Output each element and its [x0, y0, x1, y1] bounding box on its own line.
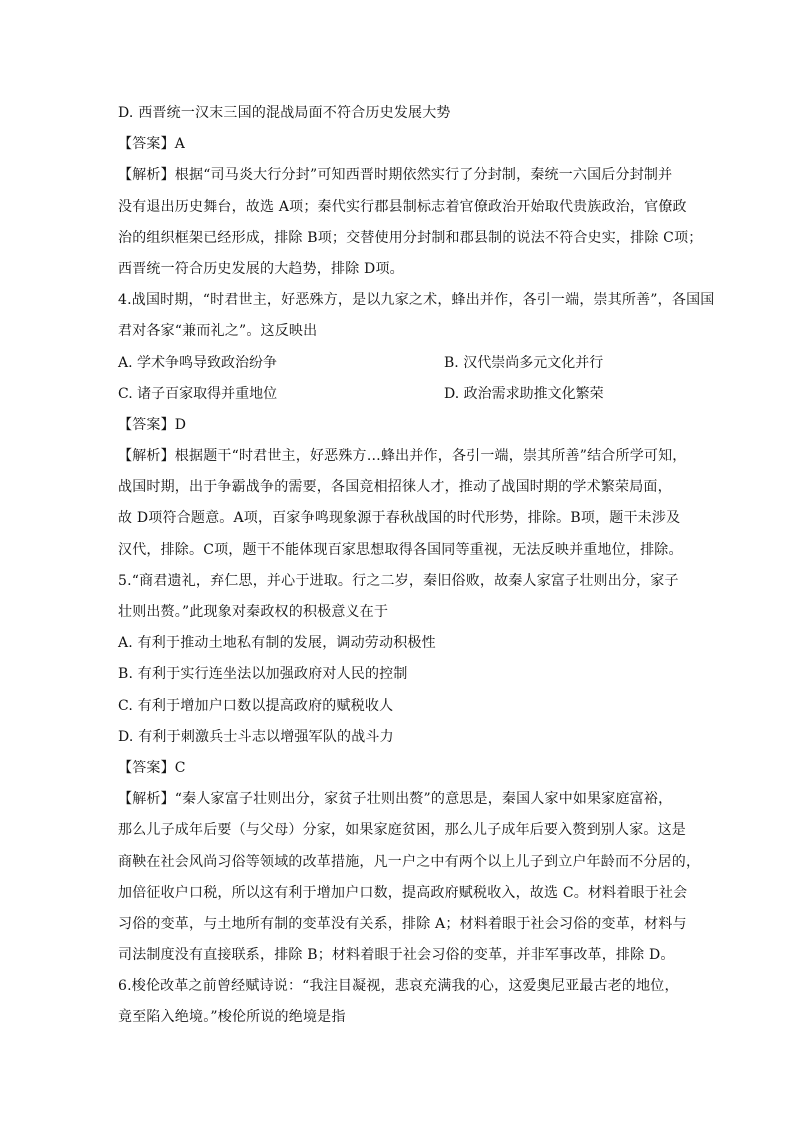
- q4-option-d: D. 政治需求助推文化繁荣: [444, 385, 604, 402]
- q3-analysis-line: 治的组织框架已经形成，排除 B项；交替使用分封制和郡县制的说法不符合史实，排除 C项；: [118, 229, 703, 246]
- q5-stem-line: 壮则出赘。”此现象对秦政权的积极意义在于: [118, 604, 389, 620]
- q5-analysis-line: 那么儿子成年后要（与父母）分家，如果家庭贫困，那么儿子成年后要入赘到别人家。这是: [118, 822, 686, 839]
- q5-analysis-line: 加倍征收户口税，所以这有利于增加户口数，提高政府赋税收入，故选 C。材料着眼于社会: [118, 884, 688, 901]
- q4-options-row-1: [118, 348, 688, 379]
- q5-analysis-line: 习俗的变革，与土地所有制的变革没有关系，排除 A；材料着眼于社会习俗的变革，材料与: [118, 915, 687, 932]
- q3-analysis-line: 没有退出历史舞台，故选 A项；秦代实行郡县制标志着官僚政治开始取代贵族政治，官僚政: [118, 198, 687, 215]
- q5-answer: 【答案】C: [118, 759, 186, 776]
- q3-option-d: D. 西晋统一汉末三国的混战局面不符合历史发展大势: [118, 105, 451, 121]
- q4-option-a: A. 学术争鸣导致政治纷争: [118, 354, 278, 371]
- q3-analysis-line: 西晋统一符合历史发展的大趋势，排除 D项。: [118, 260, 404, 277]
- q5-analysis-line: 商鞅在社会风尚习俗等领域的改革措施，凡一户之中有两个以上儿子到立户年龄而不分居的，: [118, 853, 701, 870]
- q4-options-row-2: [118, 379, 688, 410]
- q4-analysis-line: 战国时期，出于争霸战争的需要，各国竞相招徕人才，推动了战国时期的学术繁荣局面，: [118, 479, 672, 496]
- q5-option-b: B. 有利于实行连坐法以加强政府对人民的控制: [118, 666, 408, 683]
- q5-analysis-line: 【解析】“秦人家富子壮则出分，家贫子壮则出赘”的意思是，秦国人家中如果家庭富裕，: [118, 791, 673, 808]
- q4-analysis-line: 【解析】根据题干“时君世主，好恶殊方…蜂出并作，各引一端，崇其所善”结合所学可知，: [118, 448, 687, 465]
- q4-analysis-line: 汉代，排除。C项，题干不能体现百家思想取得各国同等重视，无法反映并重地位，排除。: [118, 541, 683, 558]
- q5-analysis-line: 司法制度没有直接联系，排除 B；材料着眼于社会习俗的变革，并非军事改革，排除 D。: [118, 947, 675, 964]
- q3-analysis-line: 【解析】根据“司马炎大行分封”可知西晋时期依然实行了分封制，秦统一六国后分封制并: [118, 167, 673, 184]
- q4-option-c: C. 诸子百家取得并重地位: [118, 385, 278, 402]
- exam-page: [118, 98, 715, 1034]
- q5-option-a: A. 有利于推动土地私有制的发展，调动劳动积极性: [118, 635, 436, 652]
- q6-stem-line: 竟至陷入绝境。”梭伦所说的绝境是指: [118, 1009, 346, 1026]
- q3-answer: 【答案】A: [118, 136, 186, 153]
- q4-option-b: B. 汉代崇尚多元文化并行: [444, 354, 604, 371]
- q6-stem-line: 6.梭伦改革之前曾经赋诗说：“我注目凝视，悲哀充满我的心，这爱奥尼亚最古老的地位，: [118, 978, 679, 995]
- q4-answer: 【答案】D: [118, 416, 187, 433]
- q4-stem-line: 4.战国时期，“时君世主，好恶殊方，是以九家之术，蜂出并作，各引一端，崇其所善”，各国国: [118, 292, 715, 309]
- q5-option-d: D. 有利于刺激兵士斗志以增强军队的战斗力: [118, 728, 394, 745]
- q5-option-c: C. 有利于增加户口数以提高政府的赋税收人: [118, 697, 394, 714]
- q4-stem-line: 君对各家“兼而礼之”。这反映出: [118, 323, 318, 340]
- q4-analysis-line: 故 D项符合题意。A项，百家争鸣现象源于春秋战国的时代形势，排除。B项，题干未涉及: [118, 510, 681, 527]
- q5-stem-line: 5.“商君遗礼，弃仁思，并心于进取。行之二岁，秦旧俗败，故秦人家富子壮则出分，家子: [118, 572, 679, 589]
